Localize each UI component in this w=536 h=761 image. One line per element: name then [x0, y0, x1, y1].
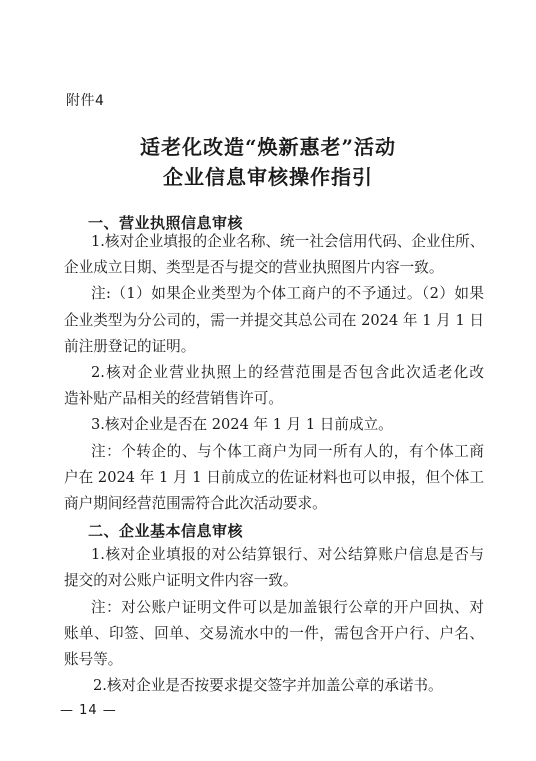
- page-number: — 14 —: [60, 703, 117, 718]
- section1-heading: 一、营业执照信息审核: [88, 214, 244, 232]
- section1-item1-line1: 1.核对企业填报的企业名称、统一社会信用代码、企业住所、: [91, 233, 485, 250]
- section1-item3-line1: 3.核对企业是否在 2024 年 1 月 1 日前成立。: [91, 416, 393, 433]
- section1-note2-line1: 注：个转企的、与个体工商户为同一所有人的，有个体工商: [91, 443, 484, 460]
- section2-note1-line1: 注：对公账户证明文件可以是加盖银行公章的开户回执、对: [91, 599, 484, 616]
- attachment-label: 附件4: [66, 93, 105, 109]
- section1-item2-line2: 造补贴产品相关的经营销售许可。: [64, 390, 283, 407]
- section2-item2-line1: 2.核对企业是否按要求提交签字并加盖公章的承诺书。: [93, 677, 443, 694]
- section2-note1-line2: 账单、印签、回单、交易流水中的一件，需包含开户行、户名、: [64, 625, 484, 642]
- document-title-line2: 企业信息审核操作指引: [163, 165, 373, 189]
- section2-item1-line1: 1.核对企业填报的对公结算银行、对公结算账户信息是否与: [91, 546, 484, 563]
- section1-note1-line2: 企业类型为分公司的，需一并提交其总公司在 2024 年 1 月 1 日: [64, 312, 484, 329]
- section2-item1-line2: 提交的对公账户证明文件内容一致。: [64, 572, 298, 589]
- section1-note2-line3: 商户期间经营范围需符合此次活动要求。: [64, 495, 327, 512]
- section2-heading: 二、企业基本信息审核: [88, 522, 244, 540]
- section2-note1-line3: 账号等。: [64, 651, 123, 668]
- section1-note1-line3: 前注册登记的证明。: [64, 338, 196, 355]
- section1-item1-line2: 企业成立日期、类型是否与提交的营业执照图片内容一致。: [64, 259, 444, 276]
- document-title-line1: 适老化改造“焕新惠老”活动: [139, 135, 396, 159]
- section1-item2-line1: 2.核对企业营业执照上的经营范围是否包含此次适老化改: [91, 364, 484, 381]
- section1-note1-line1: 注:（1）如果企业类型为个体工商户的不予通过。（2）如果: [91, 285, 484, 302]
- section1-note2-line2: 户在 2024 年 1 月 1 日前成立的佐证材料也可以申报，但个体工: [64, 469, 484, 486]
